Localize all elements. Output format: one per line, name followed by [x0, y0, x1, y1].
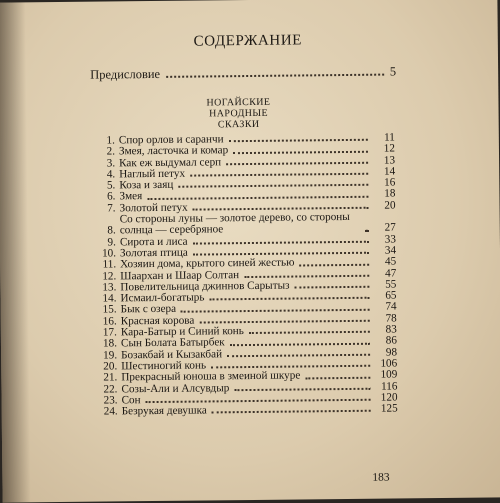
entry-page: 34 [384, 244, 397, 257]
entry-page: 47 [384, 267, 397, 280]
entry-title: Созы-Али и Алсувдыр [121, 381, 230, 395]
entry-number: 21. [103, 371, 118, 384]
entry-title: Спор орлов и саранчи [118, 133, 224, 147]
dot-leader [226, 162, 368, 165]
entry-number: 7. [107, 202, 116, 215]
dot-leader [209, 297, 369, 301]
entry-page: 65 [385, 289, 397, 302]
entry-number: 17. [102, 326, 117, 339]
entry-title: Шаархан и Шаар Солтан [120, 268, 240, 282]
entry-title: Бозакбай и Кызакбай [121, 347, 223, 361]
entry-title: Сирота и лиса [119, 235, 188, 249]
entry-page: 16 [384, 176, 396, 189]
toc-entry [100, 404, 398, 418]
entry-page: 106 [380, 357, 398, 370]
entry-title: Как еж выдумал серп [119, 155, 222, 169]
entry-number: 1. [106, 134, 115, 147]
entry-title: Коза и заяц [119, 178, 174, 192]
entry-title: Змея, ласточка и комар [118, 144, 229, 158]
entry-number: 5. [106, 179, 116, 192]
entry-title: Наглый петух [119, 167, 186, 181]
page-number: 183 [372, 471, 390, 484]
entry-page: 45 [384, 255, 397, 268]
entry-page: 116 [380, 379, 398, 393]
dot-leader [229, 139, 368, 142]
section-title-line: НАРОДНЫЕ [209, 107, 269, 120]
entry-number: 11. [102, 258, 117, 271]
entry-title: Прекрасный юноша в змеиной шкуре [121, 369, 301, 384]
dot-leader [305, 376, 370, 379]
entry-title: Со стороны луны — золотое дерево, со стороны солнца — серебряное [119, 211, 350, 237]
entry-number: 12. [102, 269, 117, 283]
entry-number: 13. [102, 281, 117, 294]
dot-leader [147, 196, 368, 200]
entry-title: Золотая птица [119, 246, 188, 260]
dot-leader [233, 150, 368, 153]
entry-page: 55 [385, 278, 397, 291]
entry-title: Шестиногий конь [121, 359, 207, 373]
entry-number: 2. [106, 145, 116, 158]
entry-page: 13 [383, 154, 396, 167]
dot-leader [300, 263, 370, 266]
entry-number: 9. [107, 236, 116, 249]
entry-title: Исмаил-богатырь [120, 291, 205, 305]
entry-page: 20 [384, 199, 396, 212]
entry-number: 18. [102, 337, 118, 350]
entry-title: Сын Болата Батырбек [120, 336, 225, 350]
entry-title: Безрукая девушка [121, 404, 207, 418]
entry-page: 78 [385, 312, 397, 325]
dot-leader [178, 184, 368, 188]
section-title [0, 95, 479, 133]
entry-page: 33 [384, 233, 396, 246]
entry-title: Повелительница джиннов Сарытыз [120, 279, 290, 294]
entry-number: 23. [103, 394, 118, 407]
entry-title: Хозяин дома, крытого синей жестью [120, 256, 295, 271]
table-of-contents [97, 132, 398, 418]
entry-number: 24. [103, 405, 118, 418]
dot-leader [212, 410, 371, 414]
dot-leader [365, 229, 369, 231]
entry-number: 20. [103, 360, 118, 373]
entry-number: 22. [103, 382, 118, 396]
section-title-line: НОГАЙСКИЕ [206, 96, 271, 109]
entry-page: 120 [380, 391, 398, 404]
dot-leader [230, 342, 370, 345]
entry-page: 12 [383, 142, 396, 155]
entry-number: 3. [106, 157, 116, 170]
toc-entry [98, 212, 396, 238]
preface-title: Предисловие [90, 66, 161, 82]
entry-title: Сон [121, 393, 141, 407]
dot-leader [193, 207, 369, 211]
dot-leader [234, 388, 370, 391]
dot-leader [190, 173, 368, 177]
entry-page: 14 [383, 165, 396, 178]
entry-number: 6. [106, 190, 116, 203]
dot-leader [166, 74, 384, 78]
entry-page: 98 [385, 346, 398, 359]
dot-leader [294, 286, 369, 289]
entry-title: Красная корова [120, 314, 195, 328]
entry-page: 11 [383, 131, 395, 144]
entry-page: 125 [380, 402, 398, 415]
entry-page: 74 [385, 300, 397, 314]
entry-title: Кара-Батыр и Синий конь [120, 325, 244, 339]
dot-leader [193, 241, 369, 245]
entry-number: 15. [102, 303, 117, 316]
dot-leader [244, 275, 369, 278]
dot-leader [181, 309, 370, 313]
entry-number: 10. [101, 247, 117, 260]
dot-leader [193, 252, 369, 256]
dot-leader [199, 320, 369, 324]
entry-page: 18 [384, 187, 396, 201]
preface-entry [90, 64, 396, 82]
entry-title: Змея [119, 190, 143, 203]
entry-page: 86 [385, 334, 398, 347]
entry-number: 8. [107, 224, 116, 237]
page-edge-shadow [0, 2, 31, 502]
entry-number: 14. [102, 292, 117, 305]
entry-number: 16. [102, 315, 117, 328]
contents-heading: СОДЕРЖАНИЕ [193, 32, 303, 50]
dot-leader [227, 354, 370, 357]
entry-number: 19. [103, 349, 118, 362]
dot-leader [249, 331, 370, 334]
entry-title: Бык с озера [120, 303, 177, 316]
entry-number: 4. [106, 168, 116, 181]
preface-page: 5 [389, 64, 397, 79]
entry-title: Золотой петух [119, 201, 188, 215]
entry-page: 109 [380, 368, 398, 381]
entry-page: 27 [384, 221, 396, 234]
dot-leader [211, 365, 370, 369]
entry-page: 83 [385, 323, 397, 336]
dot-leader [146, 399, 371, 403]
section-title-line: СКАЗКИ [217, 118, 260, 131]
